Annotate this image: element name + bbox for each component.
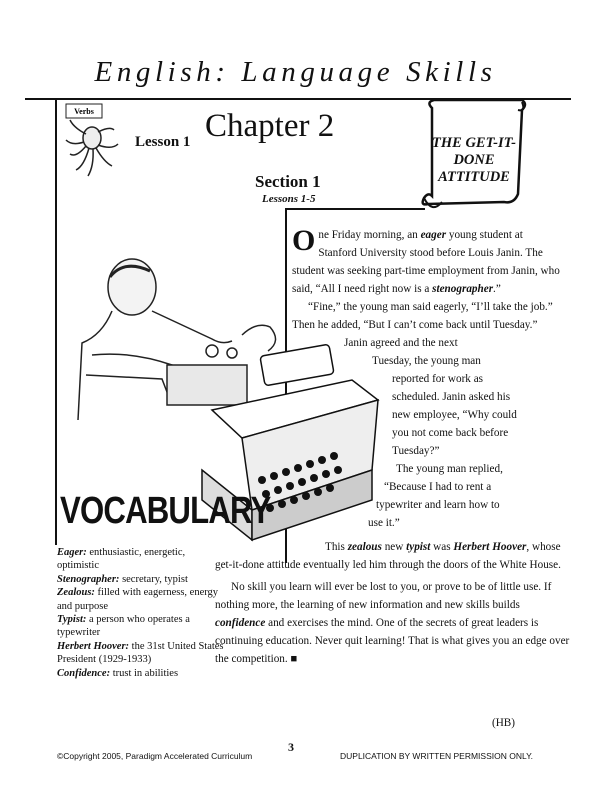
text-run: was <box>430 541 454 553</box>
text-run: No skill you learn will ever be lost to you, or prove to be of little use. If nothing more, the learning of new information and new skills builds <box>215 581 552 611</box>
vocab-term: Stenographer: <box>57 573 120 585</box>
story-line: you not come back before <box>392 427 509 439</box>
story-bottom <box>215 538 570 668</box>
author-initials: (HB) <box>492 717 515 729</box>
lessons-range: Lessons 1-5 <box>262 193 316 205</box>
story-paragraph <box>215 578 570 668</box>
end-mark: ■ <box>290 653 298 665</box>
story-line: reported for work as <box>392 373 484 385</box>
story-paragraph <box>215 538 570 574</box>
story-line: “Because I had to rent a <box>384 481 492 493</box>
text-run: , whose get-it-done attitude eventually led him through the doors of the White House. <box>215 541 561 571</box>
vocab-entry <box>57 586 227 613</box>
vocab-def: the 31st United States President (1929-1933) <box>57 640 224 666</box>
vocab-term: Zealous: <box>57 587 95 599</box>
text-run: and exercises the mind. One of the secrets of great leaders is continuing education. Never quit learning! That is what gives you an edge over the competition. <box>215 617 570 665</box>
story-line: typewriter and learn how to <box>376 499 500 511</box>
vocab-def: enthusiastic, energetic, optimistic <box>57 547 186 572</box>
scroll-title-line: ATTITUDE <box>438 169 510 185</box>
chapter-heading: Chapter 2 <box>205 108 335 144</box>
vocab-term: Herbert Hoover: <box>57 640 130 652</box>
vocab-entry <box>57 573 227 586</box>
emphasis: eager <box>420 229 447 241</box>
vocab-def: trust in abilities <box>110 667 179 679</box>
emphasis: zealous <box>347 541 382 553</box>
page-number: 3 <box>288 740 294 754</box>
story-line: Janin agreed and the next <box>344 337 458 349</box>
vocab-entry <box>57 667 227 680</box>
octopus-verbs-icon <box>58 100 138 180</box>
emphasis: Herbert Hoover <box>453 541 527 553</box>
story-column <box>292 226 562 532</box>
page-title: English: Language Skills <box>94 56 497 88</box>
copyright-notice: ©Copyright 2005, Paradigm Accelerated Curriculum <box>57 751 253 761</box>
text-run: This <box>325 541 348 553</box>
story-line: The young man replied, <box>396 463 503 475</box>
story-line: use it.” <box>368 517 400 529</box>
text-run: new <box>381 541 407 553</box>
story-top-rule <box>285 208 425 210</box>
story-paragraph: “Fine,” the young man said eagerly, “I’ll take the job.” Then he added, “But I can’t come back until Tuesday.” <box>292 301 553 331</box>
vocab-term: Eager: <box>57 547 87 558</box>
vocab-def: a person who operates a typewriter <box>57 614 190 639</box>
vocab-term: Typist: <box>57 614 87 626</box>
vocabulary-list <box>57 546 227 680</box>
text-run: ne Friday morning, an <box>318 229 421 241</box>
vocab-def: filled with eagerness, energy and purpose <box>57 587 219 612</box>
lesson-label: Lesson 1 <box>135 134 191 150</box>
story-line: Tuesday, the young man <box>372 355 481 367</box>
left-border-line <box>55 100 57 545</box>
emphasis: typist <box>406 541 431 553</box>
emphasis: stenographer <box>432 283 494 295</box>
story-line: scheduled. Janin asked his <box>392 391 511 403</box>
story-paragraph <box>292 226 562 298</box>
scroll-title-line: DONE <box>453 152 495 168</box>
vocab-term: Confidence: <box>57 667 111 679</box>
scroll-title-line: THE GET-IT- <box>432 135 516 151</box>
duplication-notice: DUPLICATION BY WRITTEN PERMISSION ONLY. <box>340 751 534 761</box>
vocabulary-heading: VOCABULARY <box>60 490 271 532</box>
story-line: new employee, “Why could <box>392 409 517 421</box>
text-run: .” <box>493 283 501 295</box>
scroll-title <box>426 135 522 186</box>
vocab-entry <box>57 613 227 640</box>
vocab-def: secretary, typist <box>119 573 188 585</box>
story-line: Tuesday?” <box>392 445 440 457</box>
drop-cap: O <box>292 224 316 257</box>
emphasis: confidence <box>215 617 266 629</box>
section-heading: Section 1 <box>255 172 321 191</box>
verbs-tag: Verbs <box>74 107 94 116</box>
vocab-entry <box>57 640 227 667</box>
vocab-entry <box>57 546 227 573</box>
text-run: young student at Stanford University stood before Louis Janin. The student was seeking part-time employment from Janin, who said, “All I need right now is a <box>292 229 560 295</box>
